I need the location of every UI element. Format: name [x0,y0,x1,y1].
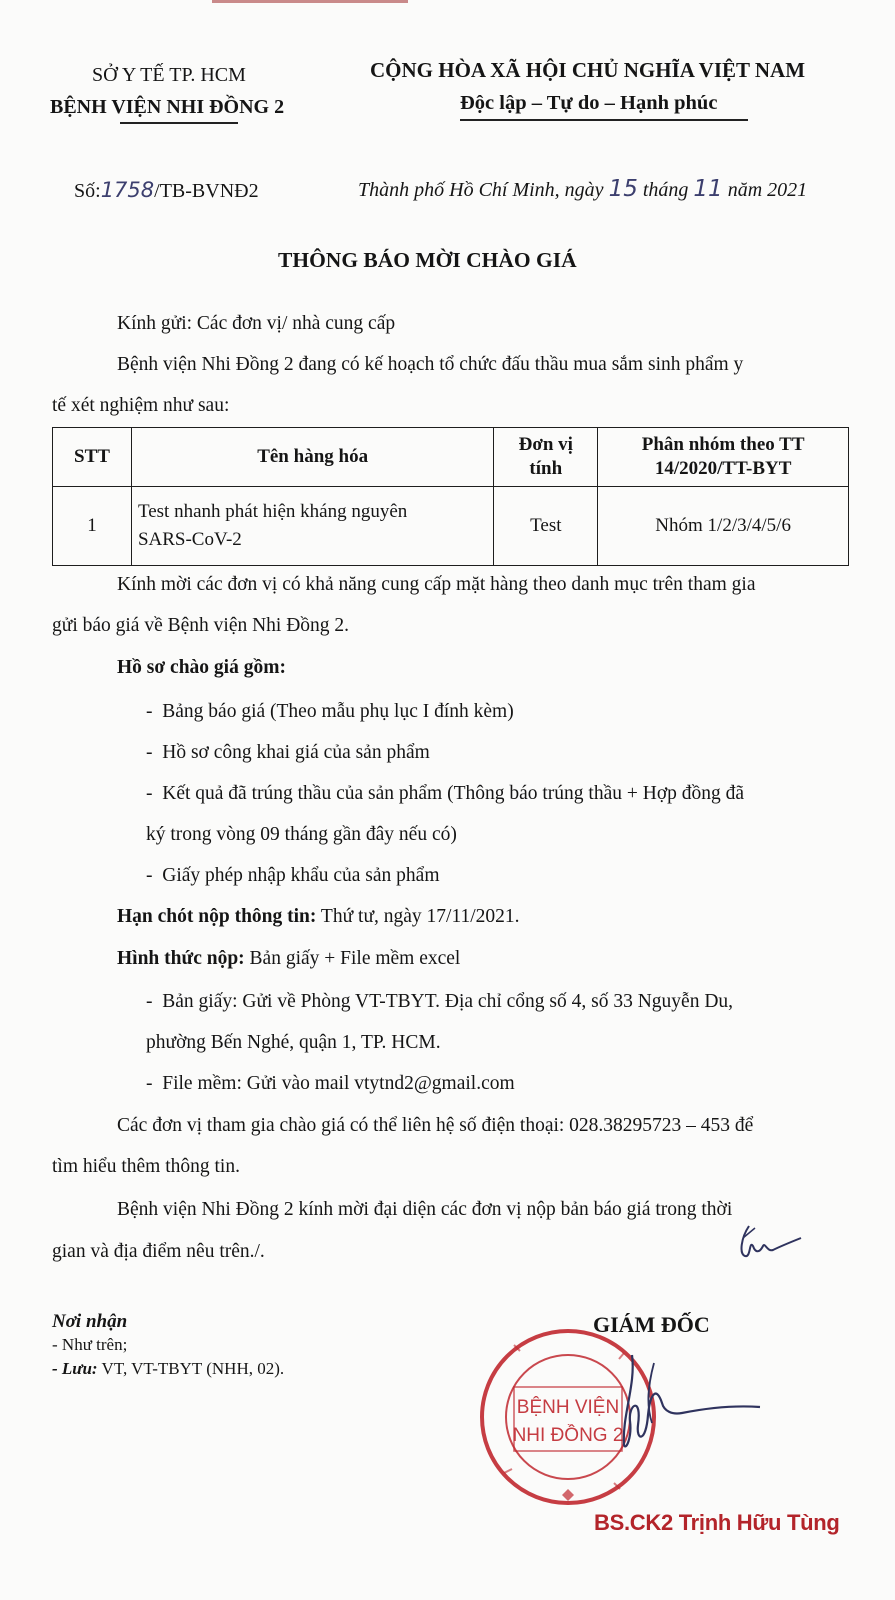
initials-scribble [735,1216,805,1264]
header-unit-line2: tính [529,458,563,479]
director-title: GIÁM ĐỐC [593,1312,710,1337]
paper-submission-cont: phường Bến Nghé, quận 1, TP. HCM. [146,1032,441,1053]
director-name: BS.CK2 Trịnh Hữu Tùng [594,1510,840,1535]
header-stt: STT [53,428,132,487]
row-name-line2: SARS-CoV-2 [137,529,242,550]
day-handwritten: 15 [608,176,638,202]
header-name: Tên hàng hóa [131,428,493,487]
document-number [74,178,259,203]
dossier-item-1 [146,700,514,724]
submission-value: Bản giấy + File mềm excel [249,948,461,969]
so-suffix: /TB-BVNĐ2 [154,180,259,202]
header-unit [494,428,598,487]
row-name [131,487,493,566]
row-unit: Test [494,487,598,566]
place-date [358,176,807,202]
dossier-item-2 [146,741,430,765]
intro-line-2: tế xét nghiệm như sau: [52,395,230,416]
invite-line-1: Kính mời các đơn vị có khả năng cung cấp mặt hàng theo danh mục trên tham gia [117,574,756,595]
national-motto: Độc lập – Tự do – Hạnh phúc [460,92,718,114]
bullet-dash: - [146,1073,153,1094]
top-edge-mark [212,0,408,3]
bullet-dash: - [146,783,153,804]
table-header-row [53,428,849,487]
header-unit-line1: Đơn vị [518,434,573,455]
submission-label: Hình thức nộp: [117,948,245,969]
archive-text: VT, VT-TBYT (NHH, 02). [97,1359,285,1378]
header-group [598,428,849,487]
bullet-dash: - [146,865,153,886]
row-group: Nhóm 1/2/3/4/5/6 [598,487,849,566]
contact-line-1: Các đơn vị tham gia chào giá có thể liên hệ số điện thoại: 028.38295723 – 453 để [117,1115,754,1136]
greeting: Kính gửi: Các đơn vị/ nhà cung cấp [117,313,396,334]
header-group-line1: Phân nhóm theo TT [641,434,805,455]
deadline-label: Hạn chót nộp thông tin: [117,906,317,927]
deadline [117,905,520,929]
soft-submission [146,1072,515,1096]
dossier-item-2-text: Hồ sơ công khai giá của sản phẩm [162,742,430,763]
month-handwritten: 11 [693,176,723,202]
so-label: Số: [74,180,101,202]
contact-line-2: tìm hiểu thêm thông tin. [52,1156,240,1177]
invite-line-2: gửi báo giá về Bệnh viện Nhi Đồng 2. [52,615,350,636]
row-stt: 1 [53,487,132,566]
stamp-line-2: NHI ĐỒNG 2 [512,1425,624,1446]
bullet-dash: - [146,701,153,722]
hospital-underline [120,122,238,124]
closing-line-2: gian và địa điểm nêu trên./. [52,1241,265,1262]
dossier-item-4-text: Giấy phép nhập khẩu của sản phẩm [162,865,440,886]
header-group-line2: 14/2020/TT-BYT [654,458,792,479]
stamp-line-1: BỆNH VIỆN [516,1397,620,1418]
table-row [53,487,849,566]
recipients-heading: Nơi nhận [52,1311,128,1332]
bullet-dash: - [146,991,153,1012]
dossier-item-3-cont: ký trong vòng 09 tháng gần đây nếu có) [146,824,457,845]
agency-name: SỞ Y TẾ TP. HCM [92,64,246,86]
dossier-item-4 [146,864,440,888]
submission [117,947,460,971]
paper-submission-text: Bản giấy: Gửi về Phòng VT-TBYT. Địa chỉ cổng số 4, số 33 Nguyễn Du, [162,991,734,1012]
motto-underline [460,119,748,121]
closing-line-1: Bệnh viện Nhi Đồng 2 kính mời đại diện các đơn vị nộp bản báo giá trong thời [117,1199,733,1220]
intro-line-1: Bệnh viện Nhi Đồng 2 đang có kế hoạch tổ chức đấu thầu mua sắm sinh phẩm y [117,354,744,375]
deadline-value: Thứ tư, ngày 17/11/2021. [320,906,520,927]
hospital-name: BỆNH VIỆN NHI ĐỒNG 2 [50,96,285,118]
document-title: THÔNG BÁO MỜI CHÀO GIÁ [278,248,577,272]
archive-label: - Lưu: [52,1359,98,1378]
row-name-line1: Test nhanh phát hiện kháng nguyên [137,501,408,522]
soft-submission-text: File mềm: Gửi vào mail vtytnd2@gmail.com [162,1073,515,1094]
so-number-handwritten: 1758 [100,178,155,202]
goods-table [52,427,849,566]
dossier-item-3 [146,782,744,806]
recipients-line-2 [52,1359,284,1379]
recipients-line-1: - Như trên; [52,1335,128,1354]
dossier-item-1-text: Bảng báo giá (Theo mẫu phụ lục I đính kèm) [162,701,514,722]
dossier-heading: Hồ sơ chào giá gồm: [117,657,286,678]
year-label: năm 2021 [727,179,808,201]
date-prefix: Thành phố Hồ Chí Minh, ngày [358,179,604,201]
director-signature [602,1345,762,1455]
bullet-dash: - [146,742,153,763]
paper-submission [146,990,733,1014]
national-title: CỘNG HÒA XÃ HỘI CHỦ NGHĨA VIỆT NAM [370,58,806,82]
month-label: tháng [642,179,689,201]
dossier-item-3-text: Kết quả đã trúng thầu của sản phẩm (Thông báo trúng thầu + Hợp đồng đã [162,783,745,804]
